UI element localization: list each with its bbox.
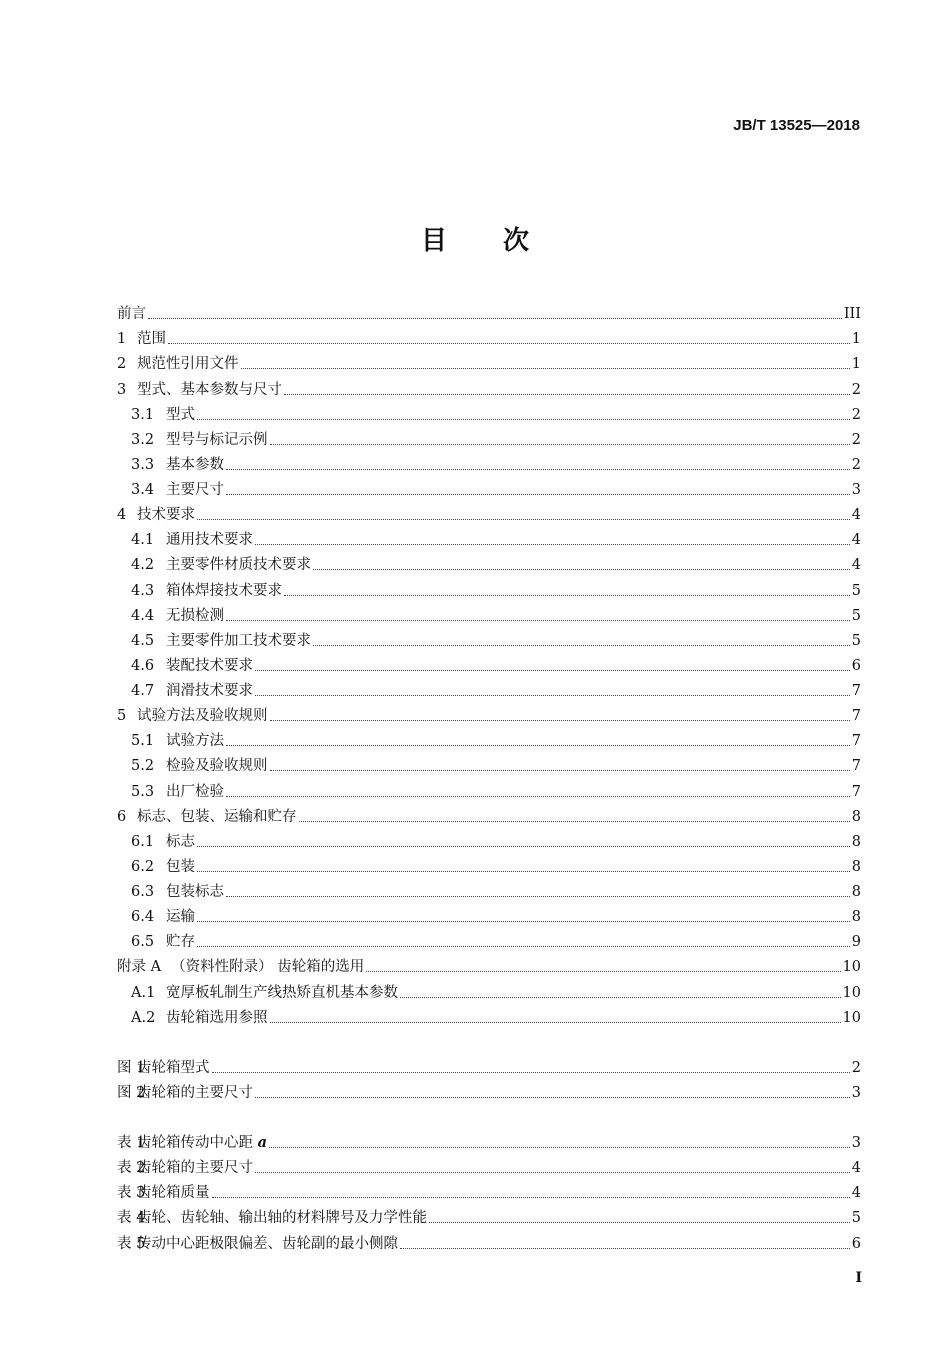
toc-entry-text: 型号与标记示例 [166, 431, 268, 448]
title-part-2: 次 [503, 226, 530, 256]
leader-dots [241, 367, 850, 369]
toc-main-entries [117, 298, 861, 1027]
toc-entry-label [131, 1009, 268, 1027]
toc-entry-text: 试验方法及验收规则 [137, 708, 268, 725]
toc-entry[interactable] [117, 1227, 861, 1252]
leader-dots [226, 468, 850, 470]
toc-entry-text: 润滑技术要求 [166, 683, 253, 699]
leader-dots [429, 1221, 850, 1223]
leader-dots [197, 418, 850, 420]
toc-entry-text: 齿轮箱质量 [137, 1185, 210, 1202]
toc-entry-number: 6 [117, 808, 127, 825]
leader-dots [197, 870, 850, 872]
toc-entry[interactable] [117, 1202, 861, 1227]
toc-entry[interactable] [117, 499, 861, 524]
toc-entry[interactable] [117, 399, 861, 424]
toc-entry[interactable] [117, 1002, 861, 1027]
toc-entry-text: 齿轮箱选用参照 [166, 1009, 268, 1026]
leader-dots [270, 769, 850, 771]
toc-entry-number: 5.3 [131, 783, 155, 800]
toc-entry-number: 4.2 [131, 557, 155, 574]
toc-entry-label [117, 1059, 210, 1077]
toc-entry-number: 3.4 [131, 482, 155, 498]
toc-entry-page: 8 [851, 833, 861, 850]
toc-entry-label [117, 506, 195, 524]
toc-entry-label [131, 607, 224, 625]
toc-entry-label [117, 381, 282, 399]
leader-dots [284, 594, 850, 596]
toc-entry[interactable] [117, 801, 861, 826]
toc-entry-label [117, 1184, 210, 1202]
toc-entry-label [131, 732, 224, 750]
leader-dots [148, 317, 842, 319]
toc-entry-number: 表 2 [117, 1160, 146, 1177]
standard-code: JB/T 13525—2018 [733, 117, 860, 134]
leader-dots [299, 820, 850, 822]
toc-entry-text: 齿轮箱传动中心距 [137, 1135, 258, 1151]
toc-entry-text: 包装标志 [166, 884, 224, 900]
toc-entry-text: 通用技术要求 [166, 532, 253, 549]
toc-entry[interactable] [117, 348, 861, 373]
toc-entry-number: 4.5 [131, 632, 155, 649]
toc-entry-page: 1 [851, 356, 861, 373]
toc-entry-number: 6.4 [131, 909, 155, 926]
toc-entry[interactable] [117, 298, 861, 323]
toc-entry-page: 2 [851, 1059, 861, 1076]
toc-entry[interactable] [117, 600, 861, 625]
toc-entry-number: 3 [117, 381, 127, 398]
toc-entry-page: 4 [851, 1185, 861, 1202]
toc-entry-page: 10 [842, 959, 861, 976]
toc-entry-number: 2 [117, 356, 127, 373]
toc-entry-label [131, 406, 195, 424]
toc-entry-page: 5 [851, 632, 861, 649]
toc-entry-number: 5.2 [131, 758, 155, 775]
leader-dots [226, 744, 850, 746]
leader-dots [197, 518, 850, 520]
toc-entry-label [117, 1235, 398, 1253]
toc-entry-page: 6 [851, 1235, 861, 1252]
toc-entry-text: 型式、基本参数与尺寸 [137, 381, 282, 398]
toc-entry-label [131, 833, 195, 851]
toc-entry-number: 6.1 [131, 833, 155, 850]
toc-entry-text: 前言 [117, 306, 146, 323]
toc-entry-label [131, 883, 224, 901]
toc-entry-text: 试验方法 [166, 733, 224, 750]
toc-entry[interactable] [117, 424, 861, 449]
leader-dots [226, 493, 850, 495]
toc-entry-number: 1 [117, 331, 127, 348]
toc-entry-number: 附录 A [117, 959, 162, 976]
toc-entry-label [131, 682, 253, 700]
leader-dots [400, 1247, 850, 1249]
toc-entry[interactable] [117, 851, 861, 876]
toc-entry-number: 5 [117, 708, 127, 725]
toc-entry-label [117, 1209, 427, 1227]
toc-entry-page: 9 [851, 934, 861, 951]
toc-entry-number: 4.3 [131, 582, 155, 599]
title-part-1: 目 [420, 226, 447, 256]
toc-entry-text: 主要尺寸 [166, 482, 224, 498]
toc-entry-number: 表 4 [117, 1210, 146, 1227]
leader-dots [270, 719, 850, 721]
toc-entry[interactable] [117, 750, 861, 775]
toc-entry-number: A.1 [131, 984, 156, 1001]
toc-entry-page: 2 [851, 431, 861, 448]
toc-entry-page: 6 [851, 657, 861, 674]
toc-entry[interactable] [117, 323, 861, 348]
toc-entry-number: 4.7 [131, 683, 155, 699]
toc-entry-number: 图 1 [117, 1059, 146, 1076]
toc-entry[interactable] [117, 1152, 861, 1177]
toc-entry-text: 齿轮箱的主要尺寸 [137, 1084, 253, 1101]
toc-entry-text: （资料性附录） 齿轮箱的选用 [171, 959, 365, 976]
leader-dots [197, 945, 850, 947]
toc-entry-text: 出厂检验 [166, 783, 224, 800]
leader-dots [226, 795, 850, 797]
toc-entry-label [117, 958, 364, 976]
toc-entry-text: 标志、包装、运输和贮存 [137, 808, 297, 825]
toc-entry[interactable] [117, 700, 861, 725]
toc-entry-page: 7 [851, 783, 861, 800]
leader-dots [313, 644, 850, 646]
leader-dots [269, 1146, 850, 1148]
toc-entry[interactable] [117, 675, 861, 700]
toc-entry-label [117, 330, 166, 348]
leader-dots [226, 895, 850, 897]
leader-dots [255, 1096, 850, 1098]
toc-entry-page: 4 [851, 557, 861, 574]
toc-entry-number: 6.2 [131, 858, 155, 875]
toc-entry-text: 标志 [166, 833, 195, 850]
toc-entry-text: 宽厚板轧制生产线热矫直机基本参数 [166, 984, 398, 1001]
toc-entry-text: 规范性引用文件 [137, 356, 239, 373]
toc-entry-number: 4.6 [131, 657, 155, 674]
toc-entry-number: 5.1 [131, 733, 155, 750]
toc-entry-label [131, 858, 195, 876]
toc-entry-text: 检验及验收规则 [166, 758, 268, 775]
toc-entry-page: 5 [851, 582, 861, 599]
toc-entry-page: 3 [851, 1135, 861, 1151]
toc-entry-page: 8 [851, 808, 861, 825]
leader-dots [197, 845, 850, 847]
toc-entry[interactable] [117, 976, 861, 1001]
toc-entry-number: 4.1 [131, 532, 155, 549]
leader-dots [284, 393, 850, 395]
toc-entry-text: 型式 [166, 406, 195, 423]
toc-entry-page: 3 [851, 1084, 861, 1101]
toc-entry-number: 6.5 [131, 934, 155, 951]
toc-entry-number: 表 1 [117, 1135, 146, 1151]
toc-entry[interactable] [117, 1077, 861, 1102]
toc-entry-text: 主要零件材质技术要求 [166, 557, 311, 574]
toc-entry-page: 7 [851, 708, 861, 725]
toc-entry[interactable] [117, 826, 861, 851]
leader-dots [255, 669, 850, 671]
toc-entry-label [117, 1084, 253, 1102]
toc-entry-text: 技术要求 [137, 507, 195, 524]
leader-dots [366, 970, 840, 972]
toc-entry-number: 4 [117, 507, 127, 524]
toc-entry-page: 7 [851, 733, 861, 750]
toc-entry-page: 4 [851, 532, 861, 549]
toc-entry-label [117, 305, 146, 323]
toc-entry[interactable] [117, 524, 861, 549]
toc-entry[interactable] [117, 775, 861, 800]
toc-entry[interactable] [117, 876, 861, 901]
toc-entry-number: 4.4 [131, 607, 155, 624]
toc-entry-page: 7 [851, 758, 861, 775]
toc-entry-number: 表 5 [117, 1235, 146, 1252]
toc-entry-symbol: a [257, 1134, 268, 1151]
toc-entry-page: 10 [842, 1009, 861, 1026]
toc-entry-text: 包装 [166, 858, 195, 875]
toc-entry[interactable] [117, 1177, 861, 1202]
toc-entry-label [131, 481, 224, 499]
toc-entry-label [131, 657, 253, 675]
toc-entry[interactable] [117, 449, 861, 474]
toc-entry-text: 范围 [137, 331, 166, 348]
leader-dots [226, 619, 850, 621]
toc-table-entries [117, 1127, 861, 1253]
table-of-contents [117, 298, 861, 1253]
toc-entry[interactable] [117, 1052, 861, 1077]
toc-entry-label [117, 808, 297, 826]
leader-dots [212, 1196, 850, 1198]
page-title [0, 220, 950, 257]
leader-dots [197, 920, 850, 922]
toc-entry-text: 运输 [166, 909, 195, 926]
toc-entry-text: 箱体焊接技术要求 [166, 582, 282, 599]
leader-dots [270, 1021, 841, 1023]
toc-entry-text: 齿轮箱型式 [137, 1059, 210, 1076]
toc-entry[interactable] [117, 926, 861, 951]
toc-entry-label [131, 456, 224, 474]
toc-entry-page: 2 [851, 381, 861, 398]
toc-entry-page: 5 [851, 1210, 861, 1227]
toc-entry-label [131, 757, 268, 775]
toc-entry-text: 主要零件加工技术要求 [166, 632, 311, 649]
toc-entry-page: 4 [851, 507, 861, 524]
toc-entry-label [117, 1134, 267, 1152]
toc-entry-number: 3.3 [131, 456, 155, 473]
toc-entry[interactable] [117, 725, 861, 750]
toc-entry[interactable] [117, 650, 861, 675]
leader-dots [255, 694, 850, 696]
toc-entry[interactable] [117, 574, 861, 599]
toc-entry-page: 5 [851, 607, 861, 624]
toc-entry[interactable] [117, 951, 861, 976]
toc-entry-label [117, 1159, 253, 1177]
toc-entry-label [117, 355, 239, 373]
leader-dots [255, 543, 850, 545]
toc-entry-number: 3.1 [131, 406, 155, 423]
toc-entry-text: 齿轮、齿轮轴、输出轴的材料牌号及力学性能 [137, 1210, 427, 1227]
toc-entry-page: 10 [842, 984, 861, 1001]
toc-entry-page: 4 [851, 1160, 861, 1177]
toc-entry-label [131, 632, 311, 650]
toc-entry-label [131, 431, 268, 449]
toc-entry-text: 传动中心距极限偏差、齿轮副的最小侧隙 [137, 1235, 398, 1252]
toc-entry-label [131, 556, 311, 574]
toc-entry-page: III [843, 306, 861, 323]
leader-dots [168, 342, 850, 344]
leader-dots [270, 443, 850, 445]
page-number: I [855, 1270, 862, 1286]
toc-entry-label [117, 707, 268, 725]
toc-entry[interactable] [117, 549, 861, 574]
toc-entry-number: 3.2 [131, 431, 155, 448]
toc-entry-page: 8 [851, 858, 861, 875]
toc-entry-text: 基本参数 [166, 456, 224, 473]
toc-entry-page: 1 [851, 331, 861, 348]
toc-entry-text: 贮存 [166, 934, 195, 951]
toc-entry-page: 8 [851, 909, 861, 926]
toc-figure-entries [117, 1052, 861, 1102]
toc-entry-label [131, 783, 224, 801]
toc-entry-text: 装配技术要求 [166, 657, 253, 674]
toc-entry[interactable] [117, 373, 861, 398]
toc-entry-number: 图 2 [117, 1084, 146, 1101]
toc-entry[interactable] [117, 901, 861, 926]
toc-entry-label [131, 984, 398, 1002]
toc-entry-number: 表 3 [117, 1185, 146, 1202]
leader-dots [400, 996, 841, 998]
toc-entry[interactable] [117, 625, 861, 650]
leader-dots [255, 1171, 850, 1173]
leader-dots [212, 1071, 850, 1073]
toc-entry[interactable] [117, 1127, 861, 1152]
toc-entry-page: 3 [851, 482, 861, 498]
toc-entry-number: 6.3 [131, 884, 155, 900]
toc-entry[interactable] [117, 474, 861, 499]
toc-entry-number: A.2 [131, 1009, 156, 1026]
toc-entry-page: 7 [851, 683, 861, 699]
toc-entry-page: 2 [851, 456, 861, 473]
toc-entry-page: 2 [851, 406, 861, 423]
toc-entry-label [131, 531, 253, 549]
toc-entry-page: 8 [851, 884, 861, 900]
toc-entry-label [131, 908, 195, 926]
toc-entry-text: 无损检测 [166, 607, 224, 624]
leader-dots [313, 568, 850, 570]
toc-entry-text: 齿轮箱的主要尺寸 [137, 1160, 253, 1177]
toc-entry-label [131, 933, 195, 951]
toc-entry-label [131, 582, 282, 600]
